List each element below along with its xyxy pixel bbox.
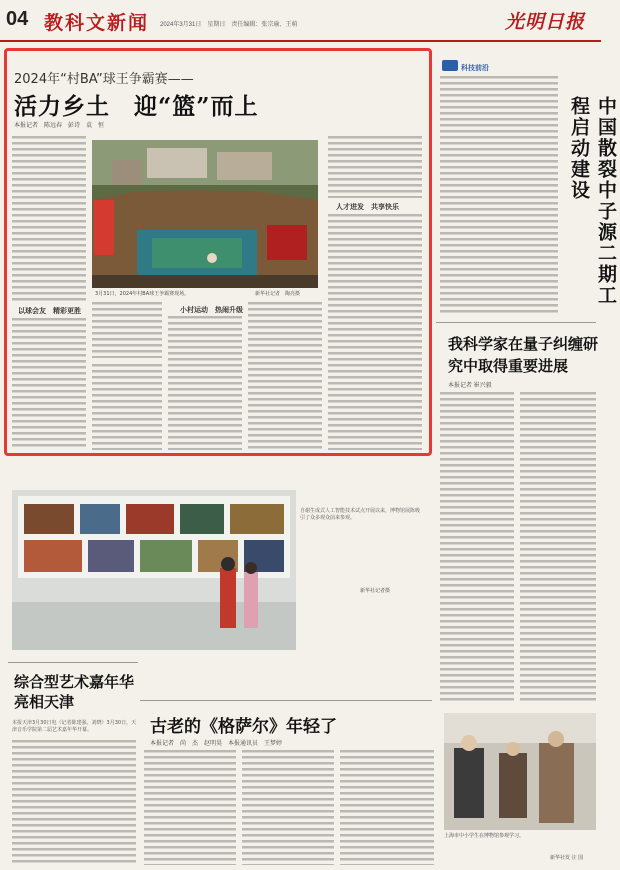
exhibition-photo[interactable] — [12, 490, 296, 650]
quantum-body-col1 — [440, 392, 514, 704]
quantum-body-col2 — [520, 392, 596, 704]
gesar-body-col1 — [144, 750, 236, 865]
photo3-caption: 上海市中小学生在博物馆参观学习。 — [444, 833, 525, 839]
lead-subhead-3: 小村运动 热闹升级 — [180, 306, 243, 314]
gesar-divider — [140, 700, 432, 701]
lead-body-col1b — [12, 318, 86, 450]
lead-body-col5 — [328, 136, 422, 198]
museum-visit-scene — [444, 713, 596, 830]
photo1-caption: 3月31日，2024年村BA球王争霸赛现场。 — [95, 291, 190, 297]
page-number: 04 — [6, 8, 29, 30]
music-intro: 本报天津3月30日电（记者陈建强、刘晓）3月30日，天津音乐学院第二届艺术嘉年华开幕。 — [12, 720, 137, 733]
lead-body-col2b — [92, 364, 162, 450]
gesar-body-col3 — [340, 750, 434, 865]
left-bottom-divider — [8, 662, 138, 663]
gesar-byline: 本报记者 尚 杰 赵明昊 本报通讯员 王梦婷 — [150, 741, 283, 747]
quantum-byline: 本报记者 崔兴毅 — [448, 383, 492, 389]
lead-body-col2 — [92, 302, 162, 358]
gesar-headline[interactable]: 古老的《格萨尔》年轻了 — [150, 717, 337, 737]
lead-body-col3 — [168, 316, 242, 450]
right-divider — [436, 322, 596, 323]
lead-body-col4 — [248, 302, 322, 450]
masthead-logo: 光明日报 — [505, 11, 586, 33]
lead-byline: 本报记者 陈远春 彭诗 袁 恒 — [14, 123, 105, 129]
museum-visit-photo[interactable] — [444, 713, 596, 830]
lead-headline[interactable]: 活力乡土 迎“篮”而上 — [14, 93, 259, 120]
quantum-headline[interactable]: 我科学家在量子纠缠研究中取得重要进展 — [448, 335, 599, 375]
section-title: 教科文新闻 — [44, 12, 150, 34]
tech-label: 科技前沿 — [461, 65, 489, 72]
photo2-credit: 新华社记者摄 — [360, 588, 391, 594]
lead-subhead-1: 以球会友 精彩更胜 — [18, 307, 81, 315]
vertical-headline[interactable]: 中国散裂中子源二期工程启动建设 — [568, 96, 617, 306]
photo2-caption: 自谢生成式人工智能技术试点开展以来，博物馆展陈吸引了众多观众前来参观。 — [300, 508, 421, 521]
photo1-credit: 新华社记者 陶亮摄 — [255, 291, 301, 297]
basketball-photo[interactable] — [92, 140, 318, 288]
tech-label-icon — [442, 60, 458, 71]
music-headline[interactable]: 综合型艺术嘉年华亮相天津 — [14, 673, 135, 711]
music-body — [12, 740, 136, 865]
lead-kicker: 2024年“村BA”球王争霸赛—— — [14, 72, 194, 87]
photo3-credit: 新华社发 汪 国 — [550, 855, 584, 861]
right-body-top — [440, 76, 558, 314]
basketball-scene — [92, 140, 318, 288]
lead-body-col5b — [328, 214, 422, 450]
dateline: 2024年3月31日 星期日 责任编辑：张宗瑜、王萌 — [160, 22, 298, 28]
exhibition-scene — [12, 490, 296, 650]
gesar-body-col2 — [242, 750, 334, 865]
lead-body-col1 — [12, 136, 86, 304]
lead-subhead-2: 人才进发 共享快乐 — [336, 203, 399, 211]
